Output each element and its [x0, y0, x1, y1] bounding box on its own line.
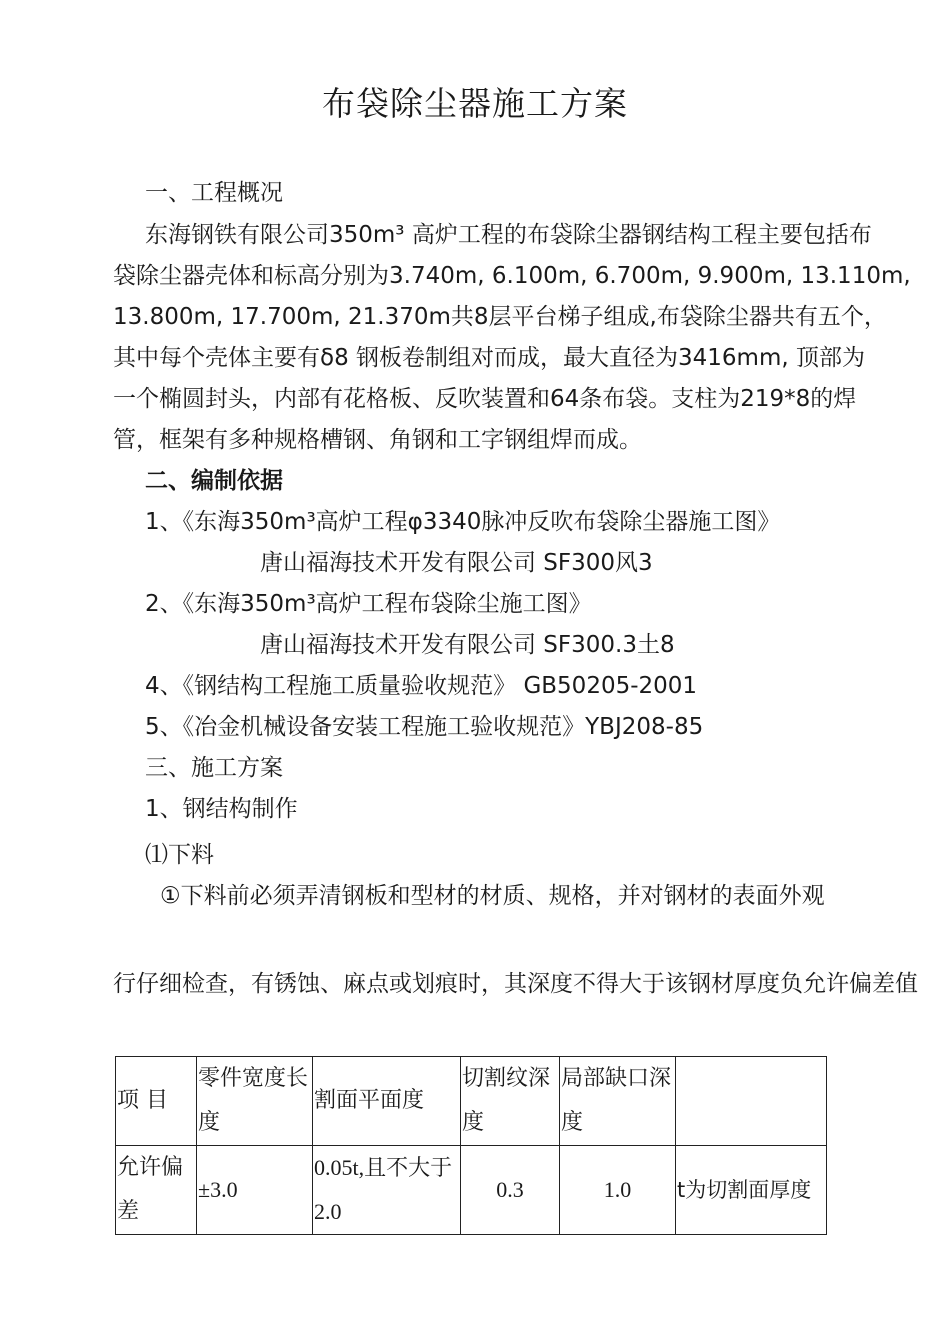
- table-cell: 1.0: [560, 1146, 676, 1235]
- reference-1-publisher: 唐山福海技术开发有限公司 SF300风3: [260, 550, 653, 576]
- cutting-item-1-continued: 行仔细检查，有锈蚀、麻点或划痕时，其深度不得大于该钢材厚度负允许偏差值: [113, 971, 918, 997]
- section-heading-plan: 三、施工方案: [145, 755, 283, 781]
- cutting-item-1: ①下料前必须弄清钢板和型材的材质、规格，并对钢材的表面外观: [160, 883, 825, 909]
- subsection-heading-cutting: ⑴下料: [145, 842, 214, 868]
- overview-line-3: 13.800m, 17.700m, 21.370m共8层平台梯子组成,布袋除尘器共有五个，: [113, 304, 887, 330]
- table-cell: t为切割面厚度: [676, 1146, 827, 1235]
- document-title: 布袋除尘器施工方案: [322, 84, 628, 123]
- reference-2-publisher: 唐山福海技术开发有限公司 SF300.3土8: [260, 632, 675, 658]
- reference-4: 4、《钢结构工程施工质量验收规范》 GB50205-2001: [145, 673, 698, 699]
- table-header-cell: 零件宽度长度: [197, 1057, 313, 1146]
- table-cell: 允许偏差: [116, 1146, 197, 1235]
- section-heading-basis: 二、编制依据: [145, 468, 283, 494]
- table-cell: 0.05t,且不大于2.0: [313, 1146, 461, 1235]
- table-header-row: [116, 1057, 827, 1146]
- table-header-cell: [676, 1057, 827, 1146]
- reference-5: 5、《冶金机械设备安装工程施工验收规范》YBJ208-85: [145, 714, 704, 740]
- overview-line-5: 一个椭圆封头，内部有花格板、反吹装置和64条布袋。支柱为219*8的焊: [113, 386, 857, 412]
- table-cell: ±3.0: [197, 1146, 313, 1235]
- table-header-cell: 割面平面度: [313, 1057, 461, 1146]
- tolerance-table: [115, 1056, 827, 1235]
- table-header-cell: 项 目: [116, 1057, 197, 1146]
- overview-line-4: 其中每个壳体主要有δ8 钢板卷制组对而成，最大直径为3416mm, 顶部为: [113, 345, 865, 371]
- subsection-heading-fabrication: 1、钢结构制作: [145, 796, 298, 822]
- overview-line-2: 袋除尘器壳体和标高分别为3.740m, 6.100m, 6.700m, 9.900m, 13.110m,: [113, 263, 911, 289]
- table-header-cell: 局部缺口深度: [560, 1057, 676, 1146]
- reference-2: 2、《东海350m³高炉工程布袋除尘施工图》: [145, 591, 592, 617]
- overview-line-6: 管，框架有多种规格槽钢、角钢和工字钢组焊而成。: [113, 427, 642, 453]
- section-heading-overview: 一、工程概况: [145, 180, 283, 206]
- table-header-cell: 切割纹深度: [461, 1057, 560, 1146]
- table-cell: 0.3: [461, 1146, 560, 1235]
- table-row: [116, 1146, 827, 1235]
- reference-1: 1、《东海350m³高炉工程φ3340脉冲反吹布袋除尘器施工图》: [145, 509, 781, 535]
- overview-line-1: 东海钢铁有限公司350m³ 高炉工程的布袋除尘器钢结构工程主要包括布: [145, 222, 872, 248]
